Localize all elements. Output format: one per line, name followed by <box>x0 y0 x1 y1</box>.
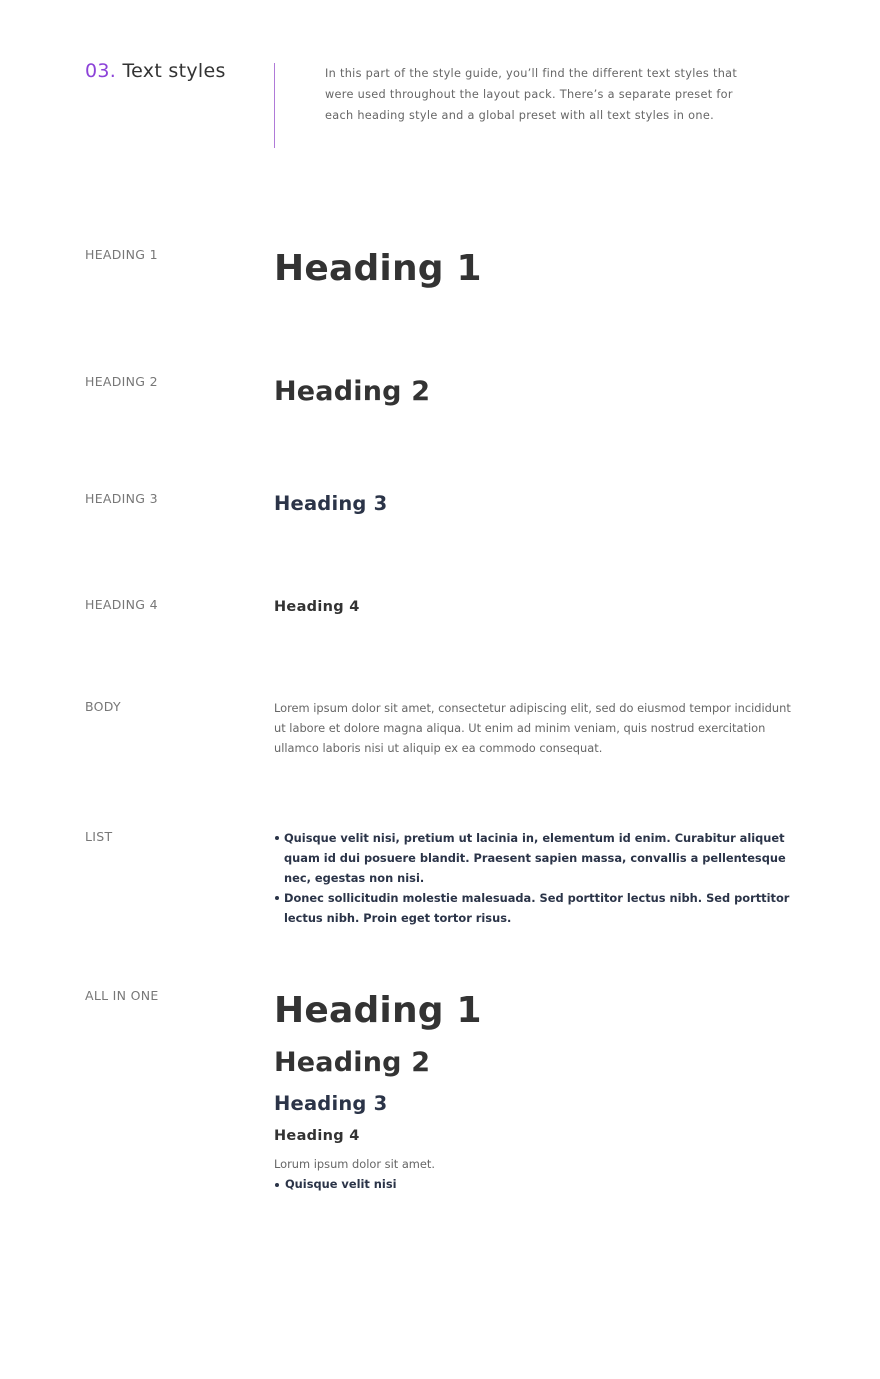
sample-heading-4: Heading 4 <box>274 599 360 615</box>
list-item: Donec sollicitudin molestie malesuada. Sed porttitor lectus nibh. Sed porttitor lectus nibh. Proin eget tortor risus. <box>284 888 812 928</box>
sample-list <box>274 828 812 928</box>
section-title-text: Text styles <box>122 60 226 82</box>
aio-heading-4: Heading 4 <box>274 1128 360 1144</box>
section-number: 03. <box>85 60 117 82</box>
vertical-divider <box>274 63 275 148</box>
sample-heading-1: Heading 1 <box>274 248 482 289</box>
label-heading-1: HEADING 1 <box>85 247 158 262</box>
section-intro: In this part of the style guide, you’ll find the different text styles that were used throughout the layout pack. There’s a separate preset for each heading style and a global preset with all text styles in one. <box>325 67 738 122</box>
list-item: Quisque velit nisi, pretium ut lacinia in, elementum id enim. Curabitur aliquet quam id dui posuere blandit. Praesent sapien massa, convallis a pellentesque nec, egestas non nisi. <box>284 828 812 888</box>
aio-heading-3: Heading 3 <box>274 1092 388 1115</box>
sample-body-text: Lorem ipsum dolor sit amet, consectetur adipiscing elit, sed do eiusmod tempor incididunt ut labore et dolore magna aliqua. Ut enim ad minim veniam, quis nostrud exercitation ullamco laboris nisi ut aliquip ex ea commodo consequat. <box>274 701 791 755</box>
aio-heading-1: Heading 1 <box>274 990 482 1031</box>
label-heading-4: HEADING 4 <box>85 597 158 612</box>
label-heading-3: HEADING 3 <box>85 491 158 506</box>
section-title <box>85 60 226 82</box>
aio-heading-2: Heading 2 <box>274 1047 431 1078</box>
label-body: BODY <box>85 699 121 714</box>
aio-body-text: Lorum ipsum dolor sit amet. <box>274 1157 435 1171</box>
sample-heading-3: Heading 3 <box>274 492 388 515</box>
aio-list <box>274 1177 397 1191</box>
label-list: LIST <box>85 829 113 844</box>
sample-heading-2: Heading 2 <box>274 376 431 407</box>
list-item: Quisque velit nisi <box>285 1177 397 1191</box>
label-all-in-one: ALL IN ONE <box>85 988 159 1003</box>
label-heading-2: HEADING 2 <box>85 374 158 389</box>
